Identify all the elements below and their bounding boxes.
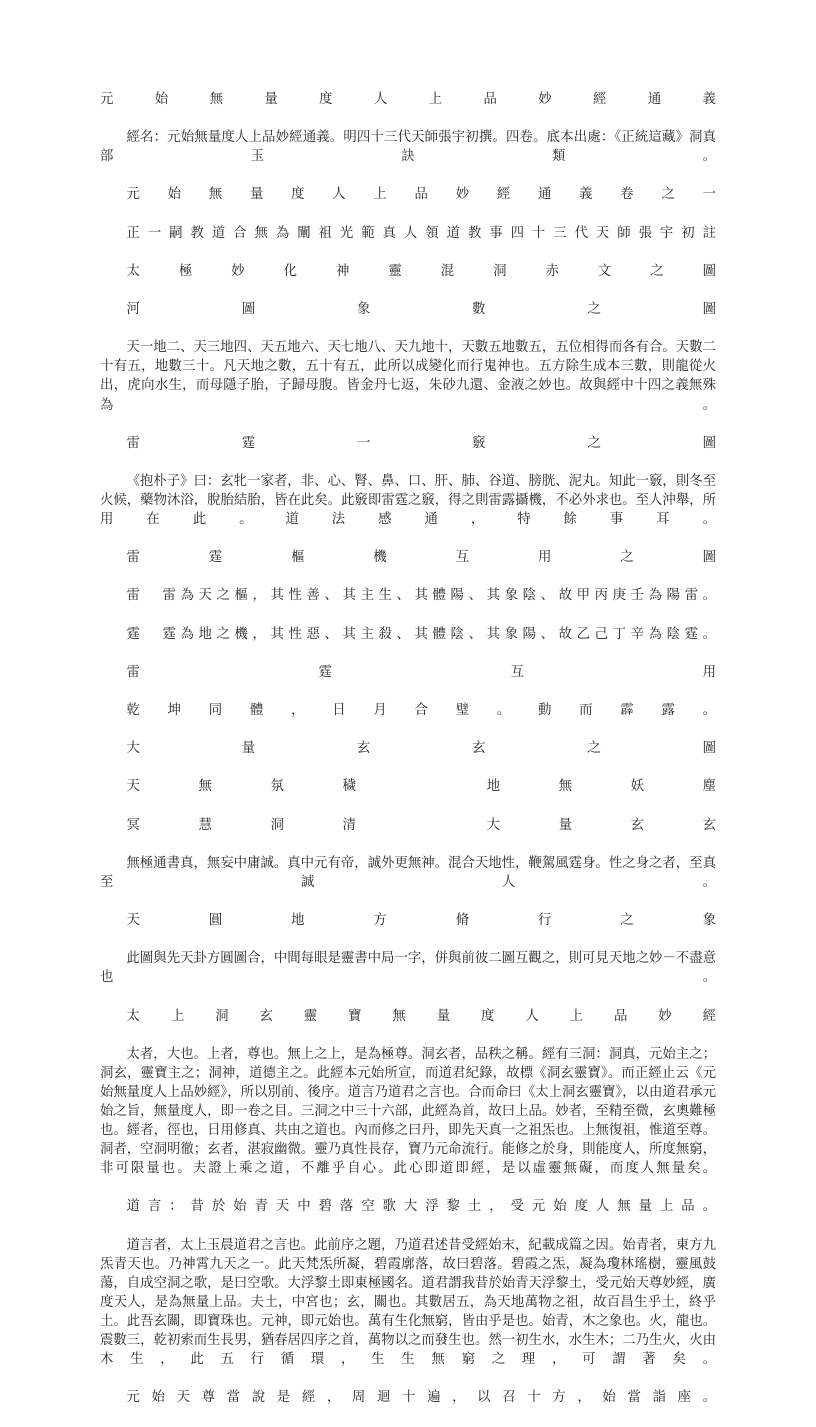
paragraph-daoyan-commentary: 道言者，太上玉晨道君之言也。此前序之題，乃道君述昔受經始末，紀載成篇之因。始青者，東方九炁青天也。乃神霄九天之一。此天梵炁所凝，碧霞廓落，故曰碧落。碧霞之炁，凝為瓊林瑤樹，靈風鼓蕩，自成空洞之歌，是曰空歌。大浮黎土即東極國名。道君謂我昔於始青天浮黎土，受元始天尊妙經，廣度天人，是為無量上品。夫土，中宮也；玄，關也。其數居五，為天地萬物之祖，故百昌生乎土，終乎土。此吾玄關，即寶珠也。元神，即元始也。萬有生化無窮，皆由乎是也。始青，木之象也。火，龍也。震數三，乾初索而生長男，猶春居四序之首，萬物以之而發生也。然一初生水，水生木；二乃生火，火由木生，此五行循環，生生無窮之理，可謂著矣。 bbox=[100, 1237, 716, 1368]
paragraph-volume-heading: 元始無量度人上品妙經通義卷之一 bbox=[126, 187, 716, 203]
paragraph-diagram-title-daliang-xuanxuan: 大量玄玄之圖 bbox=[126, 741, 716, 757]
paragraph-daoyan-quote: 道言：昔於始青天中碧落空歌大浮黎土，受元始度人無量上品。 bbox=[126, 1199, 716, 1215]
paragraph-diagram-title-tianyuan-difang: 天圓地方脩行之象 bbox=[126, 913, 716, 929]
paragraph-sutra-title-commentary: 太者，大也。上者，尊也。無上之上，是為極尊。洞玄者，品秩之稱。經有三洞：洞真，元始主之；洞玄，靈寶主之；洞神，道德主之。此經本元始所宣，而道君紀錄，故標《洞玄靈寶》。而正經止云《元始無量度人上品妙經》，所以別前、後序。道言乃道君之言也。合而命曰《太上洞玄靈寶》，以由道君承元始之旨，無量度人，即一卷之目。三洞之中三十六部，此經為首，故曰上品。妙者，至精至微，玄奧難極也。經者，徑也，日用修真、共由之道也。內而修之曰丹，即先天真一之祖炁也。上無復祖，惟道至尊。洞者，空洞明徹；玄者，湛寂幽微。靈乃真性長存，寶乃元命流行。能修之於身，則能度人，所度無窮，非可限量也。夫證上乘之道，不離乎自心。此心即道即經，是以虛靈無礙，而度人無量矣。 bbox=[100, 1046, 716, 1177]
paragraph-lei-definition: 雷 雷為天之樞，其性善、其主生、其體陽、其象陰、故甲丙庚壬為陽雷。 bbox=[126, 588, 716, 604]
paragraph-diagram-title-hetu: 河圖象數之圖 bbox=[126, 302, 716, 318]
document-text-body bbox=[100, 90, 716, 1427]
paragraph-qiankun-tongti: 乾坤同體，日月合璧。動而霹露。 bbox=[126, 703, 716, 718]
paragraph-annotator-attribution: 正一嗣教道合無為闡祖光範真人領道教事四十三代天師張宇初註 bbox=[126, 225, 716, 241]
paragraph-hetu-commentary: 天一地二、天三地四、天五地六、天七地八、天九地十，天數五地數五，五位相得而各有合。天數二十有五，地數三十。凡天地之數，五十有五，此所以成變化而行鬼神也。五方除生成本三數，則龍從火出，虎向水生，而母隱子胎，子歸母腹。皆金丹七返，朱砂九還、金液之妙也。故與經中十四之義無殊為。 bbox=[100, 340, 716, 413]
paragraph-diagram-title-leiting-yiqiao: 雷霆一竅之圖 bbox=[126, 435, 716, 451]
paragraph-ting-definition: 霆 霆為地之機，其性惡、其主殺、其體陰、其象陽、故乙己丁辛為陰霆。 bbox=[126, 626, 716, 642]
paragraph-diagram-title-leiting-shuji: 雷霆樞機互用之圖 bbox=[126, 550, 716, 566]
paragraph-baopuzi-quote: 《抱朴子》曰：玄牝一家者，非、心、腎、鼻、口、肝、肺、谷道、膀胱、泥丸。知此一竅，則冬至火候，藥物沐浴，脫胎結胎，皆在此矣。此竅即雷霆之竅，得之則雷露攝機，不必外求也。至人沖舉，所用在此。道法感通，特餘事耳。 bbox=[100, 473, 716, 528]
paragraph-sutra-title: 太上洞玄靈寶無量度人上品妙經 bbox=[126, 1008, 716, 1024]
paragraph-scripture-metadata: 經名：元始無量度人上品妙經通義。明四十三代天師張宇初撰。四卷。底本出處：《正統這藏》洞真部玉訣類。 bbox=[100, 130, 716, 165]
paragraph-diagram-title-taiji: 太極妙化神靈混洞赤文之圖 bbox=[126, 263, 716, 279]
paragraph-wuji-verse: 無極通書真，無妄中庸誠。真中元有帝，誠外更無神。混合天地性，鞭駕風霆身。性之身之者，至真至誠人。 bbox=[100, 855, 716, 890]
paragraph-heading-leiting-huyong: 雷霆互用 bbox=[126, 664, 716, 680]
paragraph-verse-line-2: 冥慧洞清 大量玄玄 bbox=[126, 817, 716, 833]
paragraph-title: 元始無量度人上品妙經通義 bbox=[100, 92, 716, 107]
paragraph-yuanshi-tianzun-quote: 元始天尊當說是經，周迴十遍，以召十方，始當詣座。 bbox=[126, 1390, 716, 1406]
paragraph-verse-line-1: 天無氛穢 地無妖塵 bbox=[126, 779, 716, 795]
paragraph-tianyuan-commentary: 此圖與先天卦方圓圖合，中間每眼是靈書中局一字，併與前彼二圖互觀之，則可見天地之妙－不盡意也。 bbox=[100, 951, 716, 986]
